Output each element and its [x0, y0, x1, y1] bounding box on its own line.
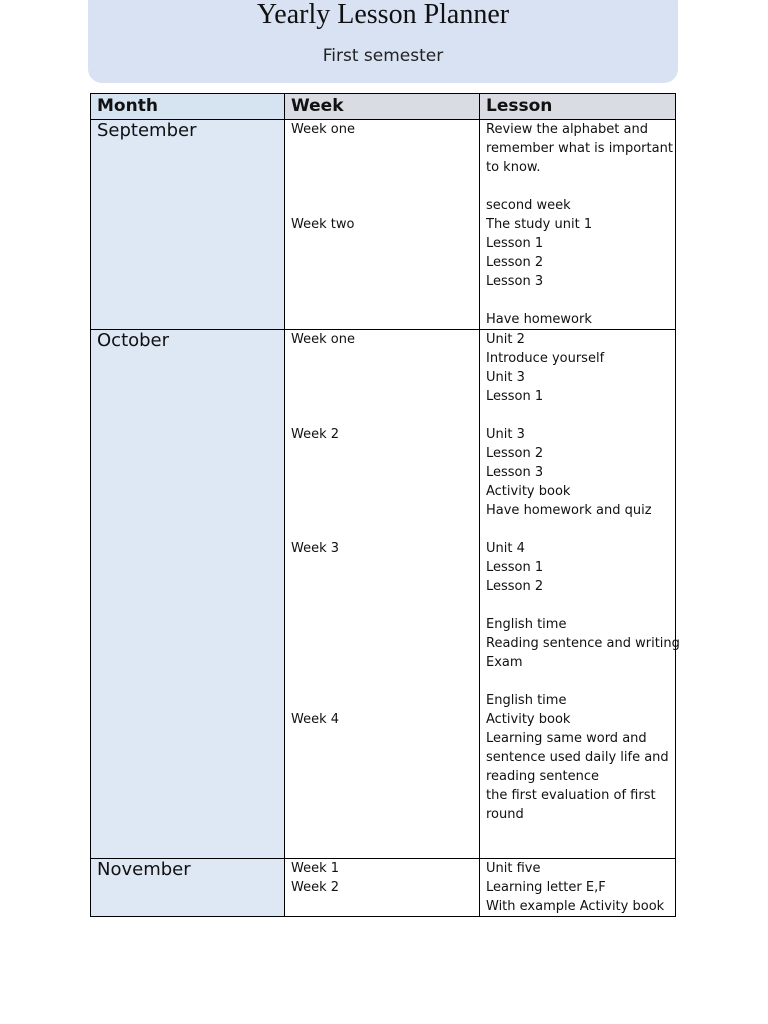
- lesson-line: Have homework and quiz: [486, 503, 652, 518]
- lesson-line: Lesson 1: [486, 560, 544, 575]
- week-label: Week 1: [291, 861, 340, 876]
- lesson-line: Unit five: [486, 861, 541, 876]
- lesson-line: round: [486, 807, 524, 822]
- month-cell: November: [91, 859, 285, 917]
- lesson-line: reading sentence: [486, 769, 600, 784]
- table-row: [91, 330, 676, 859]
- week-label: Week 4: [291, 712, 340, 727]
- lesson-line: Lesson 3: [486, 274, 544, 289]
- lesson-line: remember what is important: [486, 141, 673, 156]
- week-label: Week one: [291, 332, 355, 347]
- month-cell: October: [91, 330, 285, 859]
- lesson-line: Activity book: [486, 484, 571, 499]
- table-row: [91, 859, 676, 917]
- week-cell: [285, 859, 480, 917]
- lesson-cell: [480, 859, 676, 917]
- lesson-line: Unit 3: [486, 370, 525, 385]
- lesson-line: Have homework: [486, 312, 592, 327]
- lesson-line: Learning letter E,F: [486, 880, 606, 895]
- lesson-line: Activity book: [486, 712, 571, 727]
- week-label: Week 3: [291, 541, 340, 556]
- lesson-line: Unit 4: [486, 541, 525, 556]
- week-label: Week two: [291, 217, 355, 232]
- week-label: Week one: [291, 122, 355, 137]
- page-subtitle: First semester: [322, 46, 444, 66]
- column-header-week: Week: [285, 94, 480, 120]
- page-title: Yearly Lesson Planner: [256, 0, 510, 30]
- lesson-planner-table: [90, 93, 680, 917]
- lesson-line: English time: [486, 693, 567, 708]
- column-header-lesson: Lesson: [480, 94, 676, 120]
- lesson-line: With example Activity book: [486, 899, 665, 914]
- week-label: Week 2: [291, 427, 340, 442]
- lesson-cell: [480, 330, 680, 859]
- lesson-line: Review the alphabet and: [486, 122, 648, 137]
- lesson-line: Lesson 2: [486, 446, 544, 461]
- lesson-line: Lesson 2: [486, 579, 544, 594]
- lesson-line: Introduce yourself: [486, 351, 605, 366]
- lesson-line: sentence used daily life and: [486, 750, 669, 765]
- table-row: [91, 120, 676, 330]
- lesson-line: The study unit 1: [486, 217, 593, 232]
- month-cell: September: [91, 120, 285, 330]
- lesson-line: Unit 3: [486, 427, 525, 442]
- week-cell: [285, 330, 480, 859]
- week-cell: [285, 120, 480, 330]
- lesson-cell: [480, 120, 676, 330]
- lesson-line: Lesson 3: [486, 465, 544, 480]
- lesson-line: Lesson 1: [486, 389, 544, 404]
- lesson-line: Lesson 2: [486, 255, 544, 270]
- week-label: Week 2: [291, 880, 340, 895]
- table-header-row: [91, 94, 676, 120]
- lesson-line: Exam: [486, 655, 523, 670]
- lesson-line: Reading sentence and writing: [486, 636, 680, 651]
- lesson-line: English time: [486, 617, 567, 632]
- lesson-line: to know.: [486, 160, 541, 175]
- lesson-line: Learning same word and: [486, 731, 647, 746]
- lesson-line: Lesson 1: [486, 236, 544, 251]
- lesson-line: the first evaluation of first: [486, 788, 656, 803]
- column-header-month: Month: [91, 94, 285, 120]
- lesson-line: second week: [486, 198, 571, 213]
- lesson-line: Unit 2: [486, 332, 525, 347]
